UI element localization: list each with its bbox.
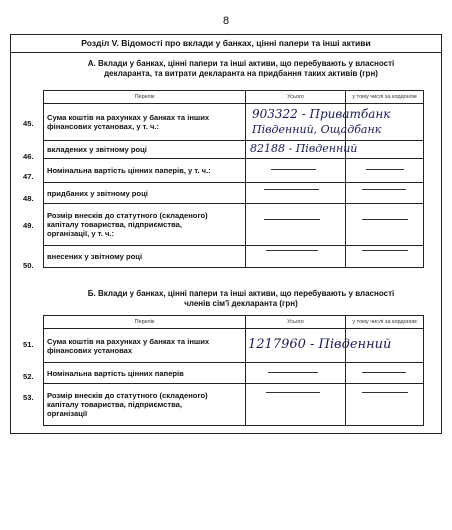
row-abroad-cell [346,183,424,204]
block-a-heading [71,59,411,79]
block-a-heading-line1: А. Вклади у банках, цінні папери та інші активи, що перебувають у власності [87,59,395,68]
row-total-cell [246,183,346,204]
table-row [44,246,424,268]
row-abroad-cell [346,204,424,246]
empty-dash [362,250,408,251]
empty-dash [266,392,320,393]
empty-dash [362,189,406,190]
table-row [44,141,424,159]
table-row [44,104,424,141]
table-header-row [44,316,424,329]
row-label: Розмір внесків до статутного (складеного) капіталу товариства, підприємства, організації, у т. ч.: [44,204,246,246]
row-total-cell [246,159,346,183]
col-header-list: Перелік [44,91,246,104]
row-total-cell [246,104,391,141]
row-label: Сума коштів на рахунках у банках та інших фінансових установах, у т. ч.: [44,104,246,141]
col-header-total: Усього [246,316,346,329]
empty-dash [271,169,316,170]
empty-dash [362,372,406,373]
row-label: Номінальна вартість цінних паперів [44,363,246,384]
row-number-45: 45. [23,119,34,128]
row-abroad-cell [346,246,424,268]
row-number-51: 51. [23,340,34,349]
row-abroad-cell [346,104,424,141]
row-total-cell [246,363,346,384]
row-total-cell [246,329,392,363]
row-abroad-cell [346,384,424,426]
block-a-heading-line2: декларанта, та витрати декларанта на придбання таких активів (грн) [104,69,378,78]
row-abroad-cell [346,363,424,384]
row-label: внесених у звітному році [44,246,246,268]
table-row [44,204,424,246]
row-total-cell [246,141,358,159]
empty-dash [266,250,318,251]
block-a-table [43,90,424,268]
table-header-row [44,91,424,104]
empty-dash [264,219,320,220]
page-number: 8 [222,15,230,27]
handwritten-total: 1217960 - Південний [248,337,392,352]
row-total-cell [246,384,346,426]
table-row [44,363,424,384]
row-total-cell [246,204,346,246]
section-title: Розділ V. Відомості про вклади у банках, цінні папери та інші активи [11,35,441,53]
row-number-46: 46. [23,152,34,161]
section-frame [10,34,442,434]
row-number-50: 50. [23,261,34,270]
row-number-53: 53. [23,393,34,402]
empty-dash [264,189,319,190]
col-header-abroad: у тому числі за кордоном [346,91,424,104]
table-row [44,183,424,204]
row-label: придбаних у звітному році [44,183,246,204]
row-abroad-cell [346,141,424,159]
block-b-table [43,315,424,426]
handwritten-total: Південний, Ощадбанк [252,123,382,136]
row-number-49: 49. [23,221,34,230]
row-label: Сума коштів на рахунках у банках та інших фінансових установах [44,329,246,363]
row-number-48: 48. [23,194,34,203]
row-abroad-cell [346,159,424,183]
row-total-cell [246,246,346,268]
handwritten-total: 82188 - Південний [250,142,358,155]
row-number-47: 47. [23,172,34,181]
table-row [44,329,424,363]
col-header-list: Перелік [44,316,246,329]
handwritten-total: 903322 - Приватбанк [252,107,391,121]
empty-dash [268,372,318,373]
empty-dash [366,169,404,170]
table-row [44,384,424,426]
block-b-heading [71,289,411,309]
col-header-abroad: у тому числі за кордоном [346,316,424,329]
empty-dash [362,392,408,393]
row-label: вкладених у звітному році [44,141,246,159]
row-label: Розмір внесків до статутного (складеного) капіталу товариства, підприємства, організації [44,384,246,426]
row-number-52: 52. [23,372,34,381]
col-header-total: Усього [246,91,346,104]
empty-dash [362,219,408,220]
row-abroad-cell [346,329,424,363]
block-b-heading-line1: Б. Вклади у банках, цінні папери та інші активи, що перебувають у власності [87,289,395,298]
table-row [44,159,424,183]
row-label: Номінальна вартість цінних паперів, у т. ч.: [44,159,246,183]
block-b-heading-line2: членів сім'ї декларанта (грн) [184,299,298,308]
